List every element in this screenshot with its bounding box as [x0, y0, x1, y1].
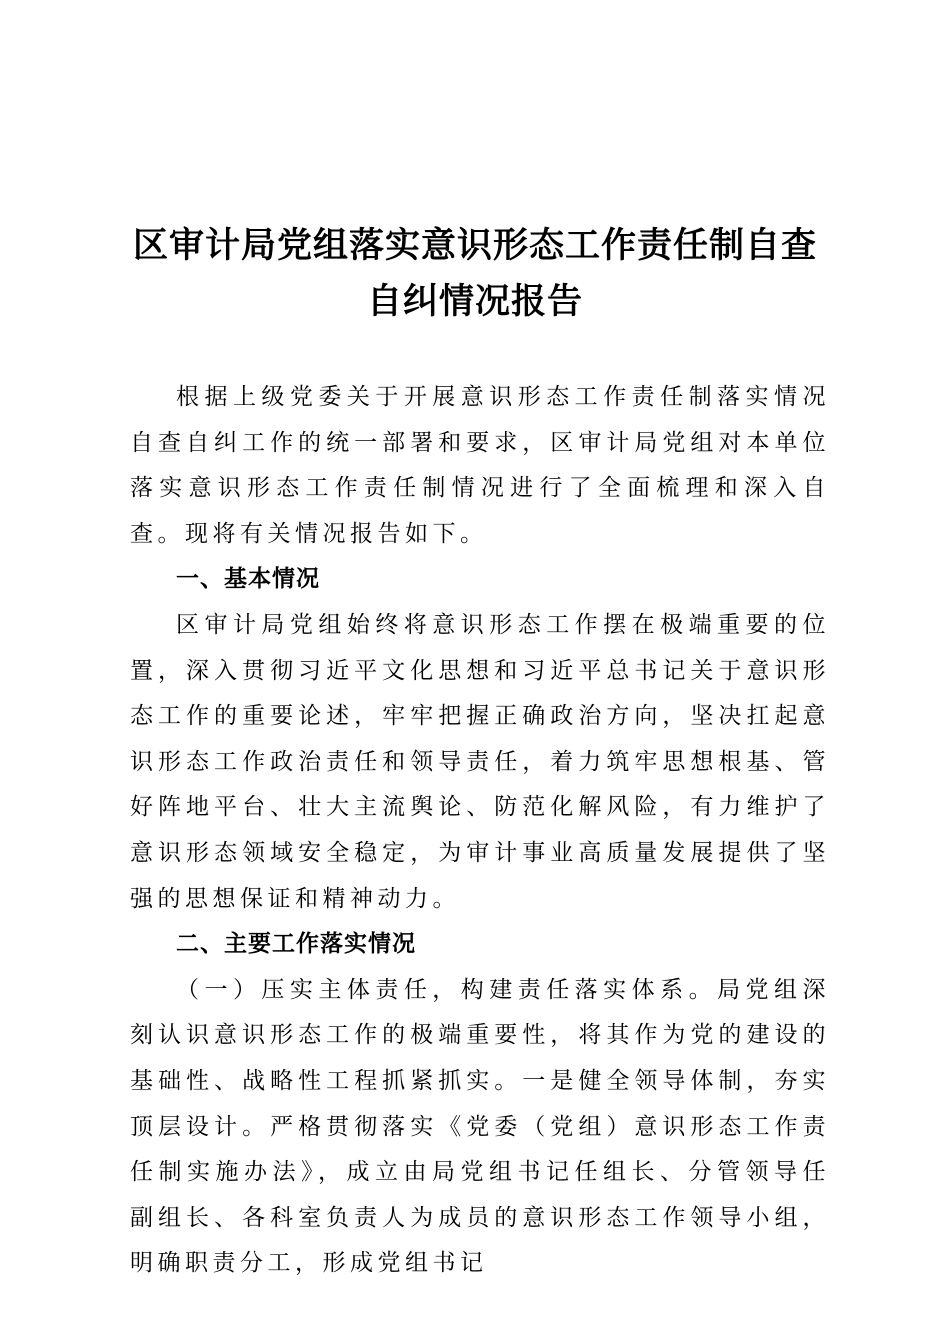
main-work-paragraph: （一）压实主体责任，构建责任落实体系。局党组深刻认识意识形态工作的极端重要性，将其作为党的建设的基础性、战略性工程抓紧抓实。一是健全领导体制，夯实顶层设计。严格贯彻落实《党委（党组）意识形态工作责任制实施办法》，成立由局党组书记任组长、分管领导任副组长、各科室负责人为成员的意识形态工作领导小组，明确职责分工，形成党组书记 — [130, 976, 830, 1277]
intro-paragraph: 根据上级党委关于开展意识形态工作责任制落实情况自查自纠工作的统一部署和要求，区审计局党组对本单位落实意识形态工作责任制情况进行了全面梳理和深入自查。现将有关情况报告如下。 — [130, 384, 830, 547]
section-heading-basic: 一、基本情况 — [176, 566, 320, 593]
section-heading-main-work: 二、主要工作落实情况 — [176, 931, 416, 958]
basic-situation-paragraph: 区审计局党组始终将意识形态工作摆在极端重要的位置，深入贯彻习近平文化思想和习近平总书记关于意识形态工作的重要论述，牢牢把握正确政治方向，坚决扛起意识形态工作政治责任和领导责任，着力筑牢思想根基、管好阵地平台、壮大主流舆论、防范化解风险，有力维护了意识形态领域安全稳定，为审计事业高质量发展提供了坚强的思想保证和精神动力。 — [130, 611, 830, 912]
document-body — [130, 375, 830, 1287]
document-title: 区审计局党组落实意识形态工作责任制自查自纠情况报告 — [132, 225, 817, 322]
